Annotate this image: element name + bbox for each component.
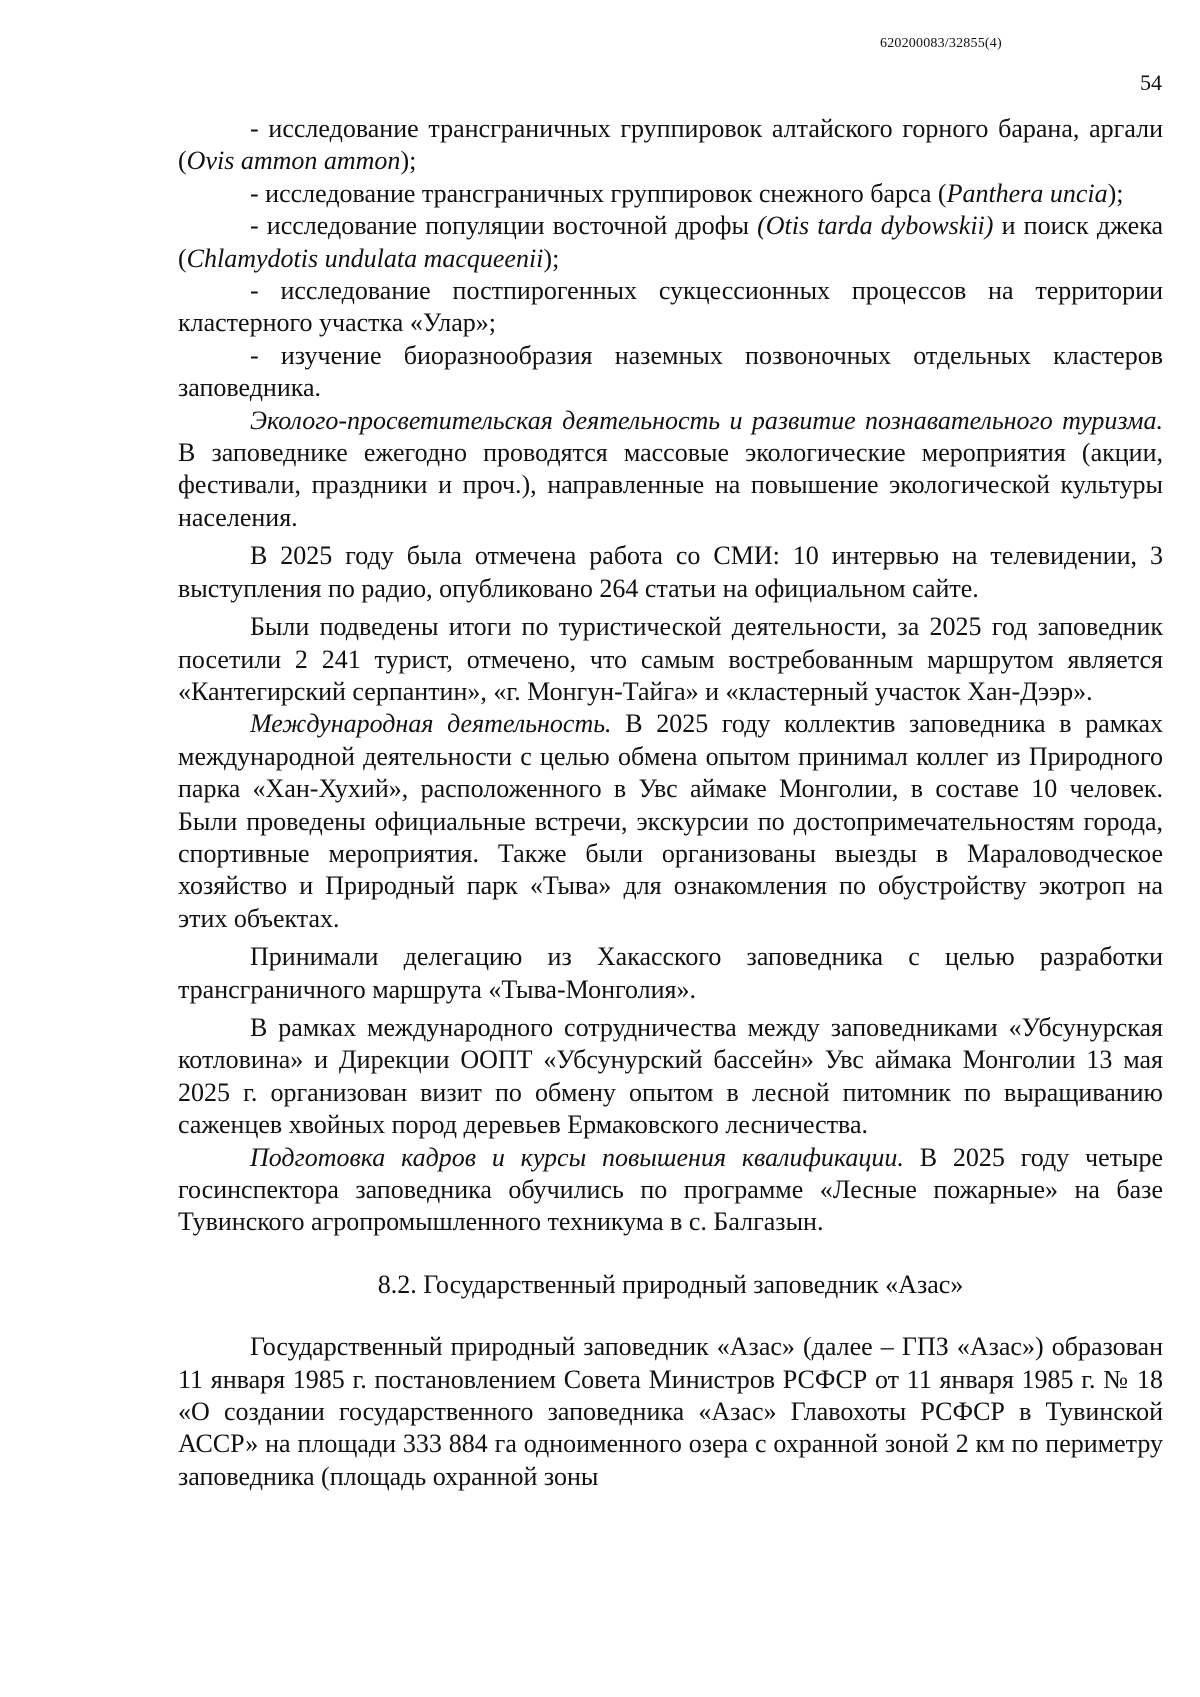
paragraph-title: Международная деятельность. [250,709,612,739]
paragraph-cooperation: В рамках международного сотрудничества между заповедниками «Убсунурская котловина» и Дирекции ООПТ «Убсунурский бассейн» Увс аймака Монголии 13 мая 2025 г. организован визит по обмену опытом в лесной питомник по выращиванию саженцев хвойных пород деревьев Ермаковского лесничества. [178,1012,1163,1140]
scientific-name: Panthera uncia [946,178,1108,208]
bullet-text: ); [543,243,560,273]
paragraph-tourism: Были подведены итоги по туристической деятельности, за 2025 год заповедник посетили 2 241 турист, отмечено, что самым востребованным маршрутом является «Кантегирский серпантин», «г. Монгун-Тайга» и «кластерный участок Хан-Дээр». [178,612,1163,706]
bullet-argali [178,113,1163,178]
bullet-text: и поиск джека ( [178,211,1163,273]
paragraph-eco-education [178,405,1163,535]
paragraph-azas: Государственный природный заповедник «Азас» (далее – ГПЗ «Азас») образован 11 января 1985 г. постановлением Совета Министров РСФСР от 11 января 1985 г. № 18 «О создании государственного заповедника «Азас» Главохоты РСФСР в Тувинской АССР» на площади 333 884 га одноименного озера с охранной зоной 2 км по периметру заповедника (площадь охранной зоны [178,1332,1163,1491]
paragraph-title: Эколого-просветительская деятельность и развитие познавательного туризма. [250,405,1163,435]
bullet-biodiversity: - изучение биоразнообразия наземных позвоночных отдельных кластеров заповедника. [178,340,1163,403]
paragraph-text: В 2025 году четыре госинспектора заповедника обучились по программе «Лесные пожарные» на базе Тувинского агропромышленного техникума в с. Балгазын. [178,1142,1163,1237]
paragraph-international [178,708,1163,935]
bullet-succession: - исследование постпирогенных сукцессионных процессов на территории кластерного участка «Улар»; [178,276,1163,338]
bullet-snow-leopard [178,178,1163,210]
document-body [178,113,1163,1493]
section-heading: 8.2. Государственный природный заповедник «Азас» [377,1269,964,1299]
scientific-name: Chlamydotis undulata macqueenii [186,243,544,273]
paragraph-delegation: Принимали делегацию из Хакасского заповедника с целью разработки трансграничного маршрута «Тыва-Монголия». [178,942,1163,1004]
bullet-text: - исследование популяции восточной дрофы [250,211,758,241]
document-id: 620200083/32855(4) [880,36,1002,51]
paragraph-media: В 2025 году была отмечена работа со СМИ: 10 интервью на телевидении, 3 выступления по радио, опубликовано 264 статьи на официальном сайте. [178,541,1163,603]
paragraph-text: В 2025 году коллектив заповедника в рамках международной деятельности с целью обмена опытом принимал коллег из Природного парка «Хан-Хухий», расположенного в Увс аймаке Монголии, в составе 10 человек. Были проведены официальные встречи, экскурсии по достопримечательностям города, спортивные мероприятия. Также были организованы выезды в Мараловодческое хозяйство и Природный парк «Тыва» для ознакомления по обустройству экотроп на этих объектах. [178,709,1163,933]
bullet-text: - исследование трансграничных группировок снежного барса ( [250,178,947,208]
paragraph-text: В заповеднике ежегодно проводятся массовые экологические мероприятия (акции, фестивали, праздники и проч.), направленные на повышение экологической культуры населения. [178,438,1163,532]
paragraph-title: Подготовка кадров и курсы повышения квалификации. [250,1142,904,1172]
bullet-text: - исследование трансграничных группировок алтайского горного барана, аргали ( [178,114,1163,176]
bullet-text: ); [1107,178,1124,208]
scientific-name: Ovis ammon ammon [186,146,401,176]
page-number: 54 [1140,70,1162,95]
paragraph-training [178,1142,1163,1239]
bullet-text: ); [400,146,417,176]
scientific-name: (Otis tarda dybowskii) [757,211,994,241]
bullet-bustard [178,210,1163,275]
